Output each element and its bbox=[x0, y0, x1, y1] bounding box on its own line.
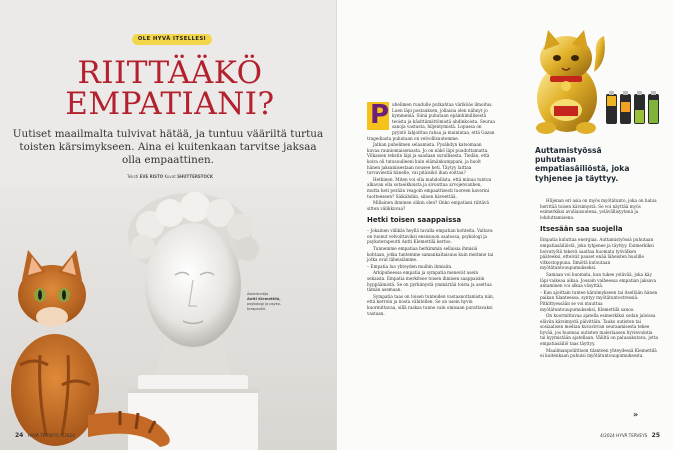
body-paragraph: Arkipuheessa empatia ja sympatia menevät usein sekaisin. Empatia merkitsee toisen ihmisen saappaisiin hyppäämistä. Se on pyrkimystä ymmärtää toista ja asettua tämän asemaan. bbox=[367, 270, 492, 293]
expert-caption bbox=[247, 292, 291, 312]
right-page bbox=[337, 0, 674, 450]
headline-line-2: EMPATIANI? bbox=[65, 86, 275, 122]
continue-arrows: » bbox=[633, 410, 639, 419]
article-lead: Uutiset maailmalta tulvivat hätää, ja tuntuu vääriltä turtua toisten kärsimykseen. Aina ei kuitenkaan tarvitse jaksaa olla empaattinen. bbox=[12, 128, 324, 166]
body-paragraph: Jatkan puhelimen selaamista. Pysähdyn katsomaan kuvaa rauniomaisemasta. Jo on näkö läpi puuduttamatta. Vilkaisen tekstin läpi ja saadaan surullisesta. Tiedän, että koira oli tutusuulleeni kuin elämänkumppani, ja huolt hänen jaksamisestaan nousee heti. Täytyy laittaa turvaviestiä hänelle, vai pitäisikö ihan soittaa? bbox=[367, 142, 490, 176]
subheading: Hetki toisen saappaissa bbox=[367, 216, 462, 225]
body-paragraph: Hetkinen. Miten voi olla mahdollista, että minua tuntuu alkavan olla sotaeikkoista ja sivuuttaa arvojenvanhen, mutta heti perään reagoin empaattisesti tuoreen kaverini tuotteeseen? Säikähdän, siinen häveettää. bbox=[367, 176, 492, 199]
dropcap bbox=[367, 102, 389, 130]
byline bbox=[60, 174, 280, 179]
caption-line: Antti Klemettilä, bbox=[247, 297, 281, 301]
body-paragraph: On kuormittavaa ajatella esimerkiksi sodan jaloissa eläviin kärsimystä päivittäin. Tauko uutisten tai sosiaalisen median kuvavirran seuraamisesta tekee hyvää, jos huomaa uutisten maleriaasen hyvinvointia tai kyymistään ajatellaan. Väliltä on paluaukutava, jotta empatiasäiliö taas täyttyy. bbox=[540, 313, 659, 347]
text-column-1 bbox=[367, 102, 495, 317]
page-number: 25 bbox=[651, 432, 660, 439]
text-credit-label: Teksti bbox=[127, 174, 139, 179]
pull-quote: Auttamistyössä puhutaan empatiasäiliöstä, joka tyhjenee ja täyttyy. bbox=[535, 146, 630, 183]
lucky-cat-and-batteries-illustration bbox=[532, 28, 662, 140]
body-paragraph: – Kun ajoittain tuntee kärsimykseen tai itseltään hänen paikan tilanteessa, syntyy myötätuntostressiä. Pitkittyessään se voi muuttua myötätuntouupumukseksi, Klemettilä sanoo. bbox=[540, 289, 658, 312]
body-paragraph: Maailmanpoliittisen tilanteen yhteydessä Klemettilä ei kuitenkaan puhuisi myötätuntouupumuksesta. bbox=[540, 347, 657, 359]
dropcap-letter: P bbox=[370, 100, 390, 130]
folio-label: 4/2024 HYVÄ TERVEYS bbox=[600, 433, 648, 438]
body-paragraph: Empatia kuluttaa energiaa. Auttamistyössä puhutaan empatiasäiliöstä, joka tyhjenee ja täyttyy. Esimerkiksi hoivatyötä tekevä saattaa huomata työvälken pääteeksi, etteivät pauset enää läheisten huolille vitkostoppuna. Ilmiötä kutsutaan myötätuntouupumukseksi. bbox=[540, 237, 654, 271]
author-name: EVE RISTO bbox=[139, 174, 164, 179]
subheading: Itsesään saa suojella bbox=[540, 225, 623, 234]
cat-and-statue-photo bbox=[0, 185, 337, 450]
section-kicker: OLE HYVÄ ITSELLESI bbox=[132, 34, 212, 45]
battery-icons bbox=[606, 91, 659, 124]
article-headline bbox=[30, 55, 310, 122]
photo-credit-label: Kuvat bbox=[164, 174, 176, 179]
caption-line: terapeutti. bbox=[247, 307, 267, 311]
headline-line-1: RIITTÄÄKÖ bbox=[77, 55, 263, 91]
body-paragraph: Sympatia taas on toisen tunteiden vastaanottamista niin, että kerroin ja nosta vähitellen. Se on usein hyvin kuormittavaa, sillä raskas tunne vain omisaan purattavaksi vastaan. bbox=[367, 293, 495, 316]
photographer-name: SHUTTERSTOCK bbox=[177, 174, 213, 179]
page-number: 24 bbox=[15, 432, 24, 439]
text-column-2 bbox=[540, 198, 658, 360]
body-paragraph: – Jokainen välikäs heyllä tavalla empatian kohteita. Valtava on tuonut velvoittaviksi ensisuuon saatossa, psykologi ja psykoterapeutti Antti Klemettilä kertoo. bbox=[367, 228, 493, 245]
body-paragraph: uhelimen ruudulle putkahtaa väriköäs ilmoitus. Luen läpi postauksen, jollaisia olen nähnyt jo kymmeniä. Siinä puhutaan epäinhimillisestä teoista ja käsittämättömistä ahdinkoista. Seuraa sanoja vastusta, hiljentymistä. Lopussa on pyyntö lahjoittaa rahaa ja mainintaa, että Gazan tragediasta puhutaan on velvollisuutemme. bbox=[367, 102, 495, 141]
body-paragraph: Tunnemme empatiaa herkimmin sellaisia ihmisiä kohtaan, jotka tuntemme samankaltaisuus kuin meitnne tai jotka ovat läheisiämme. bbox=[367, 246, 494, 263]
caption-line: Asiantuntija bbox=[247, 292, 269, 296]
caption-line: psykologi ja psyko- bbox=[247, 302, 282, 306]
left-folio bbox=[15, 432, 75, 439]
body-paragraph: – Empatia luo yhteyden muihin ihmisiin. bbox=[367, 263, 453, 269]
body-paragraph: Hiljenan eri asia on myös myötätunto, joka on halua herittää toisen kärsimystä. Se voi näyttää myös esimerkiksi avuliaisuutena, ystävällisyytenä ja lohduttamisena. bbox=[540, 198, 657, 220]
body-paragraph: Millainen ihminen olikin olen? Onko empatiani riittävä sitten välikkuvaa? bbox=[367, 200, 490, 211]
right-folio bbox=[600, 432, 660, 439]
folio-label: HYVÄ TERVEYS 4/2024 bbox=[27, 433, 75, 438]
body-paragraph: Samaan voi huomata, kun tukee ystävää, joka käy läpi vaikeaa aikaa. Jossain vaiheessa empatian jaksava antaminen voi alkaa väsyttää. bbox=[540, 271, 657, 289]
